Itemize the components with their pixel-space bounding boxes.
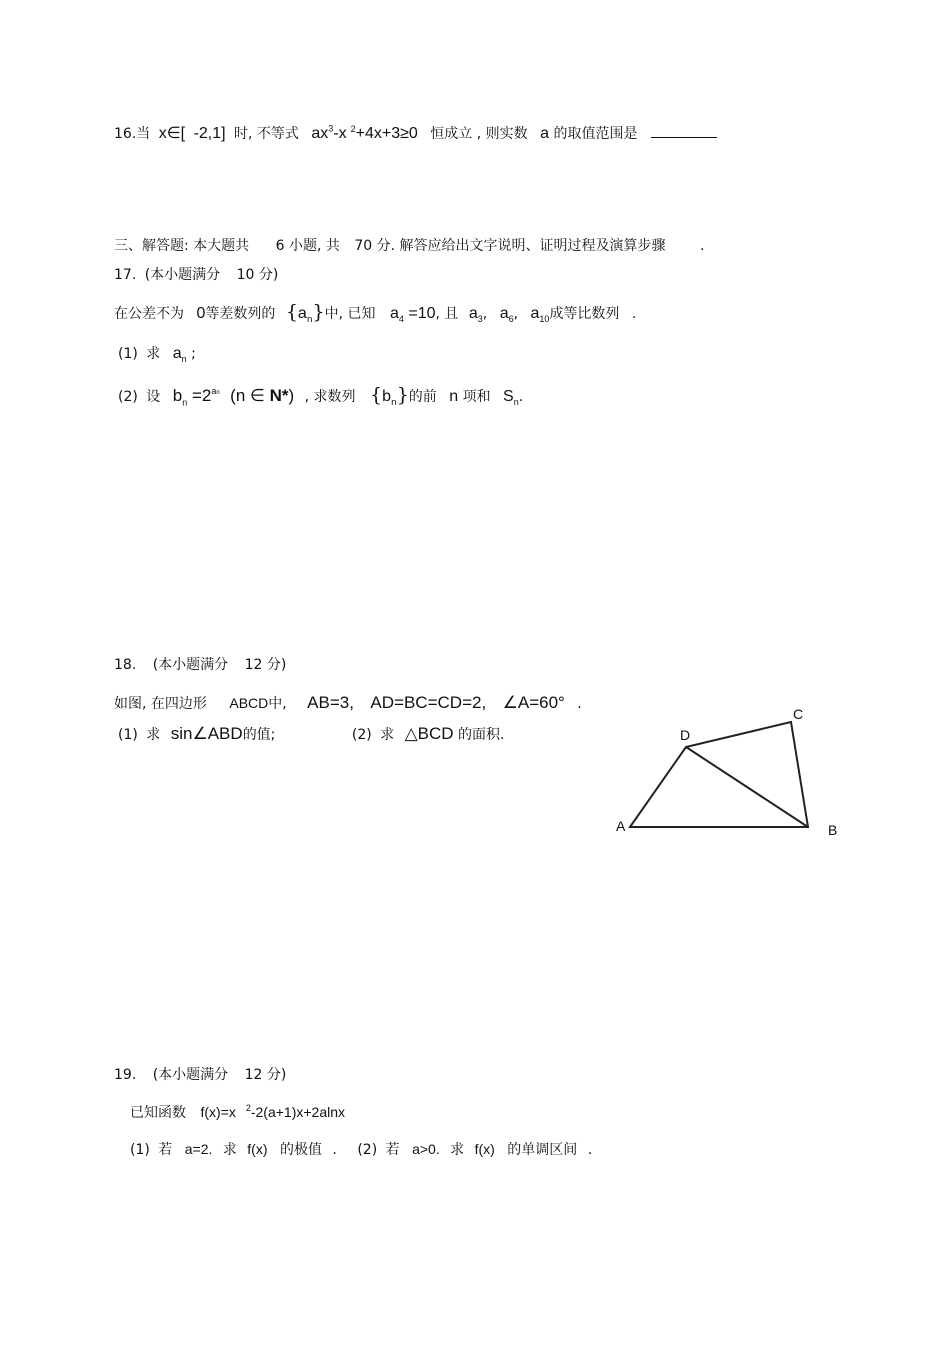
q17-S-base: S (503, 388, 514, 405)
q19-parts (130, 1139, 592, 1160)
q17-p4: , 且 (435, 306, 459, 322)
q17-a6-sub: 6 (508, 314, 514, 325)
q17-a4-sub: 4 (398, 314, 404, 325)
q17-header-open: (本小题满分 (144, 267, 221, 283)
q17-a6-base: a (499, 305, 509, 322)
q17-S-sub: n (513, 397, 519, 408)
q17-a10-base: a (530, 305, 540, 322)
q18-cond-sides: AD=BC=CD=2, (370, 693, 487, 712)
q17-stem (114, 302, 636, 324)
q19-part1-cond: a=2. (184, 1141, 213, 1157)
q17-cond-N: N* (269, 386, 289, 405)
q16-inequality (311, 125, 417, 142)
q16-x-in: x∈[ (158, 125, 186, 142)
q17-part1-text: 求 (146, 346, 161, 362)
q16-range: -2,1] (193, 125, 226, 142)
q17-part2-end: . (518, 389, 524, 405)
q17-a4-val: =10 (408, 305, 436, 322)
q18-part1-text: 求 (146, 727, 161, 743)
q17-rbrace: } (312, 301, 325, 323)
q17-part2-text: 设 (146, 389, 161, 405)
q17-end: . (631, 306, 637, 322)
q18-score: 12 (244, 657, 263, 673)
q17-part2-tail: 的前 (408, 389, 437, 405)
q19-score: 12 (244, 1067, 263, 1083)
q16-number: 16. (114, 126, 137, 142)
q19-part1-f: f(x) (247, 1141, 268, 1157)
q17-part2-mid: , 求数列 (304, 389, 356, 405)
q19-function (200, 1104, 345, 1120)
q17-bn-sub: n (390, 397, 397, 408)
q17-lbrace: { (285, 301, 298, 323)
quadrilateral-outline (630, 722, 808, 827)
q16-ineq-b: -x (333, 125, 347, 142)
q17-a4-base: a (389, 305, 399, 322)
q19-part1-label: (1) (130, 1142, 150, 1158)
q19-header-open: (本小题满分 (152, 1067, 229, 1083)
q17-part1-label: (1) (118, 346, 138, 362)
q17-part1-an-sub: n (181, 354, 187, 365)
q17-part1-an-base: a (172, 345, 182, 362)
q17-part1-end: ; (191, 346, 196, 362)
q17-cond-open: (n (230, 386, 246, 405)
q17-a3-sub: 3 (477, 314, 483, 325)
q16-exp3: 3 (328, 123, 334, 134)
quadrilateral-figure (600, 700, 850, 850)
q16-tail: 恒成立 , 则实数 (430, 126, 528, 142)
vertex-label-b: B (828, 822, 838, 838)
q18-stem (114, 693, 582, 714)
q17-pow-n: n (216, 390, 220, 397)
q18-quad: ABCD (229, 695, 269, 711)
q19-header (114, 1065, 286, 1085)
q17-comma2: , (513, 306, 519, 322)
q19-part2-cond: a>0. (412, 1141, 440, 1157)
q16-intro: 当 (136, 126, 151, 142)
q18-part1-label: (1) (118, 727, 138, 743)
q16-exp2: 2 (350, 123, 356, 134)
section3-count: 6 (275, 238, 285, 254)
q17-number: 17. (114, 267, 137, 283)
q19-f-b: -2(a+1)x+2alnx (250, 1104, 346, 1120)
q18-p1: 如图, 在四边形 (114, 696, 207, 712)
q19-part2-tail: 的单调区间 (507, 1142, 578, 1158)
q18-part2-label: (2) (351, 727, 372, 743)
q17-b-base: b (172, 386, 183, 405)
q17-Sn (503, 388, 519, 408)
q17-bn-base: b (382, 388, 391, 405)
q17-part-1 (118, 344, 196, 364)
q17-pow-a: a (211, 386, 217, 397)
q18-p2: 中, (268, 696, 287, 712)
q19-part2-label: (2) (357, 1142, 378, 1158)
q17-score: 10 (236, 267, 255, 283)
q17-b-sub: n (182, 397, 188, 408)
q17-bn-def (172, 386, 220, 408)
q18-part2-expr: △BCD (404, 724, 454, 743)
q17-a3-base: a (468, 305, 478, 322)
q19-stem (130, 1102, 345, 1123)
q17-cond-close: ) (288, 386, 295, 405)
q18-header-close: 分) (266, 657, 287, 673)
q19-part2-f: f(x) (474, 1141, 495, 1157)
q19-number: 19. (114, 1067, 137, 1083)
q17-condition (230, 386, 294, 405)
q18-header-open: (本小题满分 (152, 657, 229, 673)
section3-mid2: 分. 解答应给出文字说明、证明过程及演算步骤 (376, 238, 666, 254)
q19-part1-end: . (332, 1142, 337, 1158)
q18-cond-angle: ∠A=60° (502, 693, 565, 712)
q17-p3: 中, 已知 (324, 306, 376, 322)
q17-part2-tail2: 项和 (462, 389, 491, 405)
q17-part2-lbrace: { (369, 384, 383, 406)
q19-part1-text: 若 (158, 1142, 173, 1158)
q19-f-exp: 2 (245, 1103, 251, 1114)
q17-header (114, 265, 278, 285)
q16-ask: 的取值范围是 (553, 126, 638, 142)
q16-ineq-c: +4x+3≥0 (355, 125, 418, 142)
section3-end: . (700, 238, 705, 254)
diagonal-bd (686, 747, 808, 827)
q17-part2-label: (2) (118, 389, 138, 405)
q18-end: . (577, 696, 582, 712)
q19-p1: 已知函数 (130, 1105, 186, 1121)
q17-cond-in: ∈ (250, 386, 265, 405)
section3-heading-text: 三、解答题: 本大题共 (114, 238, 250, 254)
q17-p2: 等差数列的 (205, 306, 276, 322)
q17-a6 (499, 305, 514, 325)
q19-part1-ask: 求 (222, 1142, 237, 1158)
q17-part1-an (172, 345, 187, 365)
section-3-heading (114, 236, 704, 256)
q17-nvar: n (449, 388, 459, 405)
q18-cond-ab: AB=3, (307, 693, 354, 712)
q18-header (114, 655, 286, 675)
q19-part2-ask: 求 (450, 1142, 465, 1158)
q17-a10-sub: 10 (539, 314, 550, 325)
q17-comma1: , (482, 306, 488, 322)
q17-n: n (306, 314, 313, 325)
q17-eq2: =2 (191, 386, 212, 405)
q19-header-close: 分) (266, 1067, 287, 1083)
q18-number: 18. (114, 657, 137, 673)
q17-p5: 成等比数列 (549, 306, 620, 322)
q16-when: 时, 不等式 (234, 126, 299, 142)
q18-part2-tail: 的面积. (458, 727, 505, 743)
q18-part1-tail: 的值; (242, 727, 276, 743)
q18-part1-expr: sin∠ABD (170, 724, 243, 743)
q18-parts (118, 724, 504, 745)
q17-p1: 在公差不为 (114, 306, 184, 322)
vertex-label-c: C (793, 706, 804, 722)
q19-part2-end: . (587, 1142, 593, 1158)
section3-mid1: 小题, 共 (289, 238, 340, 254)
q17-a3 (468, 305, 483, 325)
q17-part-2 (118, 385, 523, 407)
answer-blank (651, 123, 717, 138)
vertex-label-d: D (680, 727, 691, 743)
q17-a: a (297, 305, 307, 322)
q18-part2-text: 求 (380, 727, 395, 743)
q16-ineq-a: ax (311, 125, 329, 142)
q19-f-a: f(x)=x (200, 1104, 236, 1120)
q19-part1-tail: 的极值 (279, 1142, 322, 1158)
question-16 (114, 123, 717, 144)
q17-a4 (389, 305, 436, 325)
q17-a10 (530, 305, 550, 325)
q19-part2-text: 若 (385, 1142, 400, 1158)
q17-part2-rbrace: } (396, 384, 409, 406)
q16-var: a (540, 125, 549, 142)
q17-zero: 0 (196, 305, 206, 322)
vertex-label-a: A (616, 818, 626, 834)
q17-header-close: 分) (258, 267, 279, 283)
section3-score: 70 (354, 238, 373, 254)
